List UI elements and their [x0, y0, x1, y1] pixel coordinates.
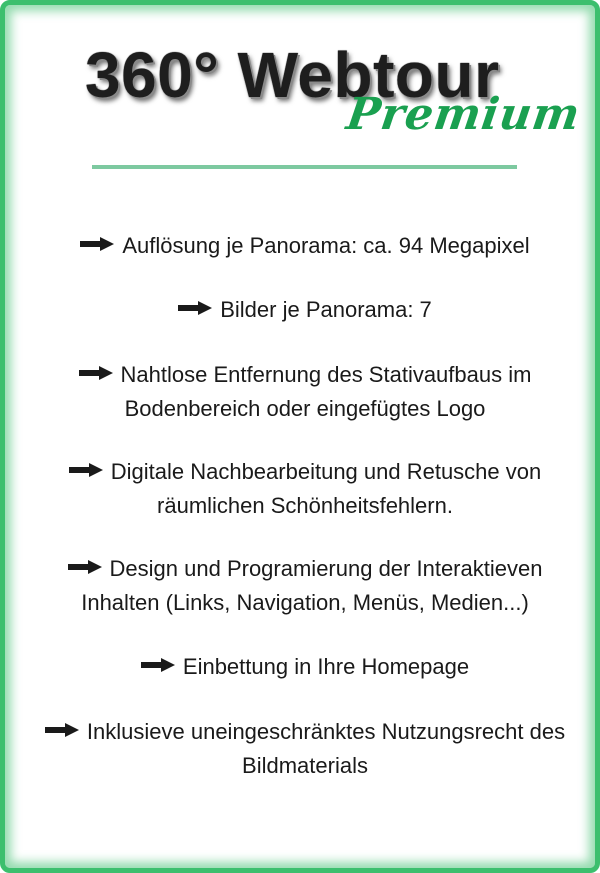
page-title: 360° Webtour: [85, 39, 500, 111]
right-arrow-icon: [141, 658, 175, 672]
feature-text: Nahtlose Entfernung des Stativaufbaus im: [120, 362, 532, 387]
page-subtitle: Premium: [343, 89, 584, 140]
feature-item: [5, 715, 600, 783]
feature-item: [5, 229, 600, 263]
feature-text-continued: räumlichen Schönheitsfehlern.: [157, 493, 453, 518]
feature-item: [5, 650, 600, 684]
feature-text-continued: Bildmaterials: [242, 753, 368, 778]
right-arrow-icon: [79, 366, 113, 380]
feature-text: Design und Programierung der Interaktieven: [109, 556, 543, 581]
feature-text: Inklusieve uneingeschränktes Nutzungsrecht des: [86, 719, 566, 744]
feature-text-continued: Inhalten (Links, Navigation, Menüs, Medien...): [81, 590, 529, 615]
right-arrow-icon: [45, 723, 79, 737]
right-arrow-icon: [178, 301, 212, 315]
feature-item: [5, 455, 600, 523]
feature-item: [5, 552, 600, 620]
feature-item: [5, 358, 600, 426]
feature-text: Bilder je Panorama: 7: [220, 297, 432, 322]
right-arrow-icon: [69, 463, 103, 477]
right-arrow-icon: [68, 560, 102, 574]
feature-text-continued: Bodenbereich oder eingefügtes Logo: [124, 396, 486, 421]
feature-text: Auflösung je Panorama: ca. 94 Megapixel: [122, 233, 530, 258]
right-arrow-icon: [80, 237, 114, 251]
feature-item: [5, 293, 600, 327]
feature-text: Digitale Nachbearbeitung und Retusche von: [110, 459, 542, 484]
title-divider: [92, 165, 517, 169]
feature-text: Einbettung in Ihre Homepage: [182, 654, 470, 679]
